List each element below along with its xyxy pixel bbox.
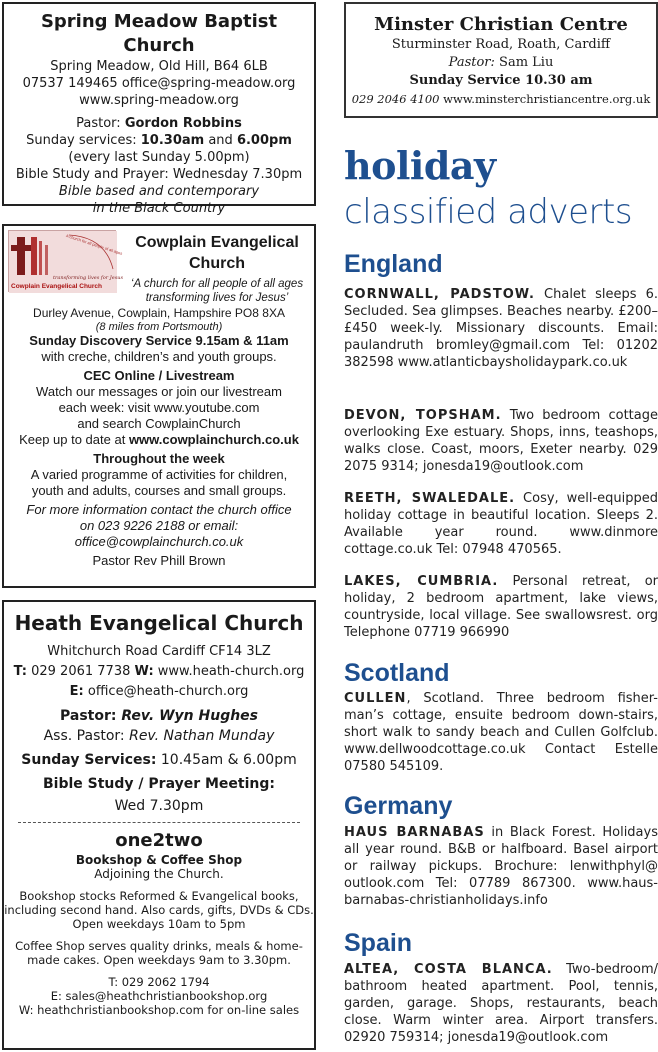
- shop-email: E: sales@heathchristianbookshop.org: [50, 989, 268, 1003]
- cowplain-logo-arc: A church for all people of all ages: [65, 233, 124, 256]
- heath-pastor: Pastor: Rev. Wyn Hughes: [59, 708, 259, 724]
- shop-subtitle: Bookshop & Coffee Shop: [75, 853, 243, 867]
- cowplain-info-3: office@cowplainchurch.co.uk: [74, 534, 244, 549]
- region-england: England: [344, 250, 443, 278]
- cowplain-week-heading: Throughout the week: [93, 451, 225, 466]
- cowplain-logo-text: Cowplain Evangelical Church: [11, 283, 103, 290]
- shop-line-3: Open weekdays 10am to 5pm: [72, 917, 246, 931]
- shop-tel: T: 029 2062 1794: [108, 975, 210, 989]
- heath-email: E: office@heath-church.org: [69, 684, 249, 699]
- heath-bible-label: Bible Study / Prayer Meeting:: [43, 776, 275, 792]
- minster-contact: 029 2046 4100 www.minsterchristiancentre.org.uk: [351, 92, 651, 106]
- heath-bible-time: Wed 7.30pm: [114, 798, 204, 814]
- region-spain: Spain: [344, 929, 413, 957]
- spring-meadow-address: Spring Meadow, Old Hill, B64 6LB: [50, 59, 268, 74]
- section-heading-holiday: holiday: [344, 143, 496, 188]
- cowplain-service-note: with creche, children’s and youth groups.: [41, 349, 277, 364]
- minster-address: Sturminster Road, Roath, Cardiff: [391, 37, 611, 52]
- minster-title: Minster Christian Centre: [374, 14, 628, 35]
- heath-title: Heath Evangelical Church: [14, 611, 304, 635]
- heath-address: Whitchurch Road Cardiff CF14 3LZ: [47, 644, 271, 659]
- advert-haus-barnabas: HAUS BARNABAS in Black Forest. Holidays all year round. B&B or halfboard. Basel airport or railway pickups. Brochure: lenwithphyl@ outlook.com Tel: 07789 867300. www.haus-barnabas-christianholidays.info: [344, 825, 658, 908]
- heath-assoc-pastor: Ass. Pastor: Rev. Nathan Munday: [43, 728, 275, 744]
- minster-service: Sunday Service 10.30 am: [409, 73, 593, 88]
- cowplain-info-2: on 023 9226 2188 or email:: [79, 518, 239, 533]
- cowplain-address: Durley Avenue, Cowplain, Hampshire PO8 8XA: [33, 306, 285, 320]
- divider: [18, 822, 300, 823]
- region-germany: Germany: [344, 792, 453, 820]
- spring-meadow-tagline-1: Bible based and contemporary: [58, 184, 260, 199]
- spring-meadow-services: Sunday services: 10.30am and 6.00pm: [26, 133, 292, 148]
- heath-services: Sunday Services: 10.45am & 6.00pm: [21, 752, 297, 768]
- cowplain-pastor: Pastor Rev Phill Brown: [92, 553, 226, 568]
- advert-devon: DEVON, TOPSHAM. Two bedroom cottage overlooking Exe estuary. Shops, inns, teashops, walks close. Coast, moors, Exeter nearby. 029 2075 9314; jonesda19@outlook.com: [344, 408, 658, 474]
- cowplain-tagline: ‘A church for all people of all ages transforming lives for Jesus’: [130, 278, 304, 304]
- cowplain-week-1: A varied programme of activities for children,: [30, 467, 288, 482]
- spring-meadow-tagline-2: in the Black Country: [92, 201, 226, 216]
- coffee-line-2: made cakes. Open weekdays 9am to 3.30pm.: [27, 953, 291, 967]
- spring-meadow-contact: 07537 149465 office@spring-meadow.org: [22, 76, 296, 91]
- shop-web: W: heathchristianbookshop.com for on-line sales: [18, 1003, 300, 1017]
- minster-pastor: Pastor: Sam Liu: [448, 55, 554, 70]
- cowplain-online-3: and search CowplainChurch: [77, 416, 241, 431]
- cowplain-advert: [2, 224, 316, 588]
- advert-cornwall: CORNWALL, PADSTOW. Chalet sleeps 6. Secluded. Sea glimpses. Beaches nearby. £200–£450 week-ly. Missionary discounts. Email: paulandruth bromley@gmail.com Tel: 01202 382598 www.atlanticbaysholidaypark.co.uk: [344, 287, 658, 370]
- cowplain-distance: (8 miles from Portsmouth): [95, 321, 223, 333]
- shop-line-2: including second hand. Also cards, gifts, DVDs & CDs.: [4, 903, 314, 917]
- cowplain-week-2: youth and adults, courses and small groups.: [31, 483, 287, 498]
- spring-meadow-website: www.spring-meadow.org: [79, 93, 239, 108]
- cowplain-logo: [8, 230, 124, 292]
- advert-cullen: CULLEN, Scotland. Three bedroom fisher-man’s cottage, ensuite bedroom down-stairs, short walk to sandy beach and Cullen Golfclub. www.dellwoodcottage.co.uk Contact Estelle 07580 545109.: [344, 691, 658, 774]
- cowplain-service: Sunday Discovery Service 9.15am & 11am: [29, 333, 289, 348]
- spring-meadow-advert: [2, 2, 316, 216]
- spring-meadow-bible-study: Bible Study and Prayer: Wednesday 7.30pm: [15, 167, 303, 182]
- shop-adjoining: Adjoining the Church.: [94, 867, 224, 881]
- cowplain-keep-up: Keep up to date at www.cowplainchurch.co.uk: [19, 432, 299, 447]
- cowplain-online-1: Watch our messages or join our livestream: [36, 384, 282, 399]
- region-scotland: Scotland: [344, 659, 450, 687]
- cowplain-online-heading: CEC Online / Livestream: [83, 368, 235, 383]
- cowplain-info-1: For more information contact the church office: [26, 502, 292, 517]
- spring-meadow-title: Spring Meadow Baptist Church: [40, 11, 278, 56]
- shop-name: one2two: [115, 830, 203, 851]
- shop-line-1: Bookshop stocks Reformed & Evangelical books,: [19, 889, 299, 903]
- section-heading-classified: classified adverts: [344, 192, 633, 232]
- spring-meadow-services-note: (every last Sunday 5.00pm): [68, 150, 250, 165]
- advert-altea: ALTEA, COSTA BLANCA. Two-bedroom/ bathroom heated apartment. Pool, tennis, garden, garage. Shops, restaurants, beach close. Warm winter area. Airport transfers. 02920 759314; jonesda19@outlook.com: [344, 962, 658, 1045]
- minster-advert: [344, 2, 658, 118]
- spring-meadow-pastor: Pastor: Gordon Robbins: [76, 116, 242, 131]
- cowplain-online-2: each week: visit www.youtube.com: [58, 400, 260, 415]
- advert-reeth: REETH, SWALEDALE. Cosy, well-equipped holiday cottage in beautiful location. Sleeps 2. Available year round. www.dinmore cottage.co.uk Tel: 07948 470565.: [344, 491, 658, 557]
- advert-lakes: LAKES, CUMBRIA. Personal retreat, or holiday, 2 bedroom apartment, lake views, countryside, local village. See swallowsrest. org Telephone 07719 966990: [344, 574, 658, 640]
- coffee-line-1: Coffee Shop serves quality drinks, meals & home-: [15, 939, 303, 953]
- cowplain-title: Cowplain Evangelical Church: [135, 234, 299, 272]
- cowplain-logo-small: transforming lives for Jesus: [53, 275, 124, 281]
- heath-advert: [2, 600, 316, 1050]
- heath-tel-web: T: 029 2061 7738 W: www.heath-church.org: [13, 664, 305, 679]
